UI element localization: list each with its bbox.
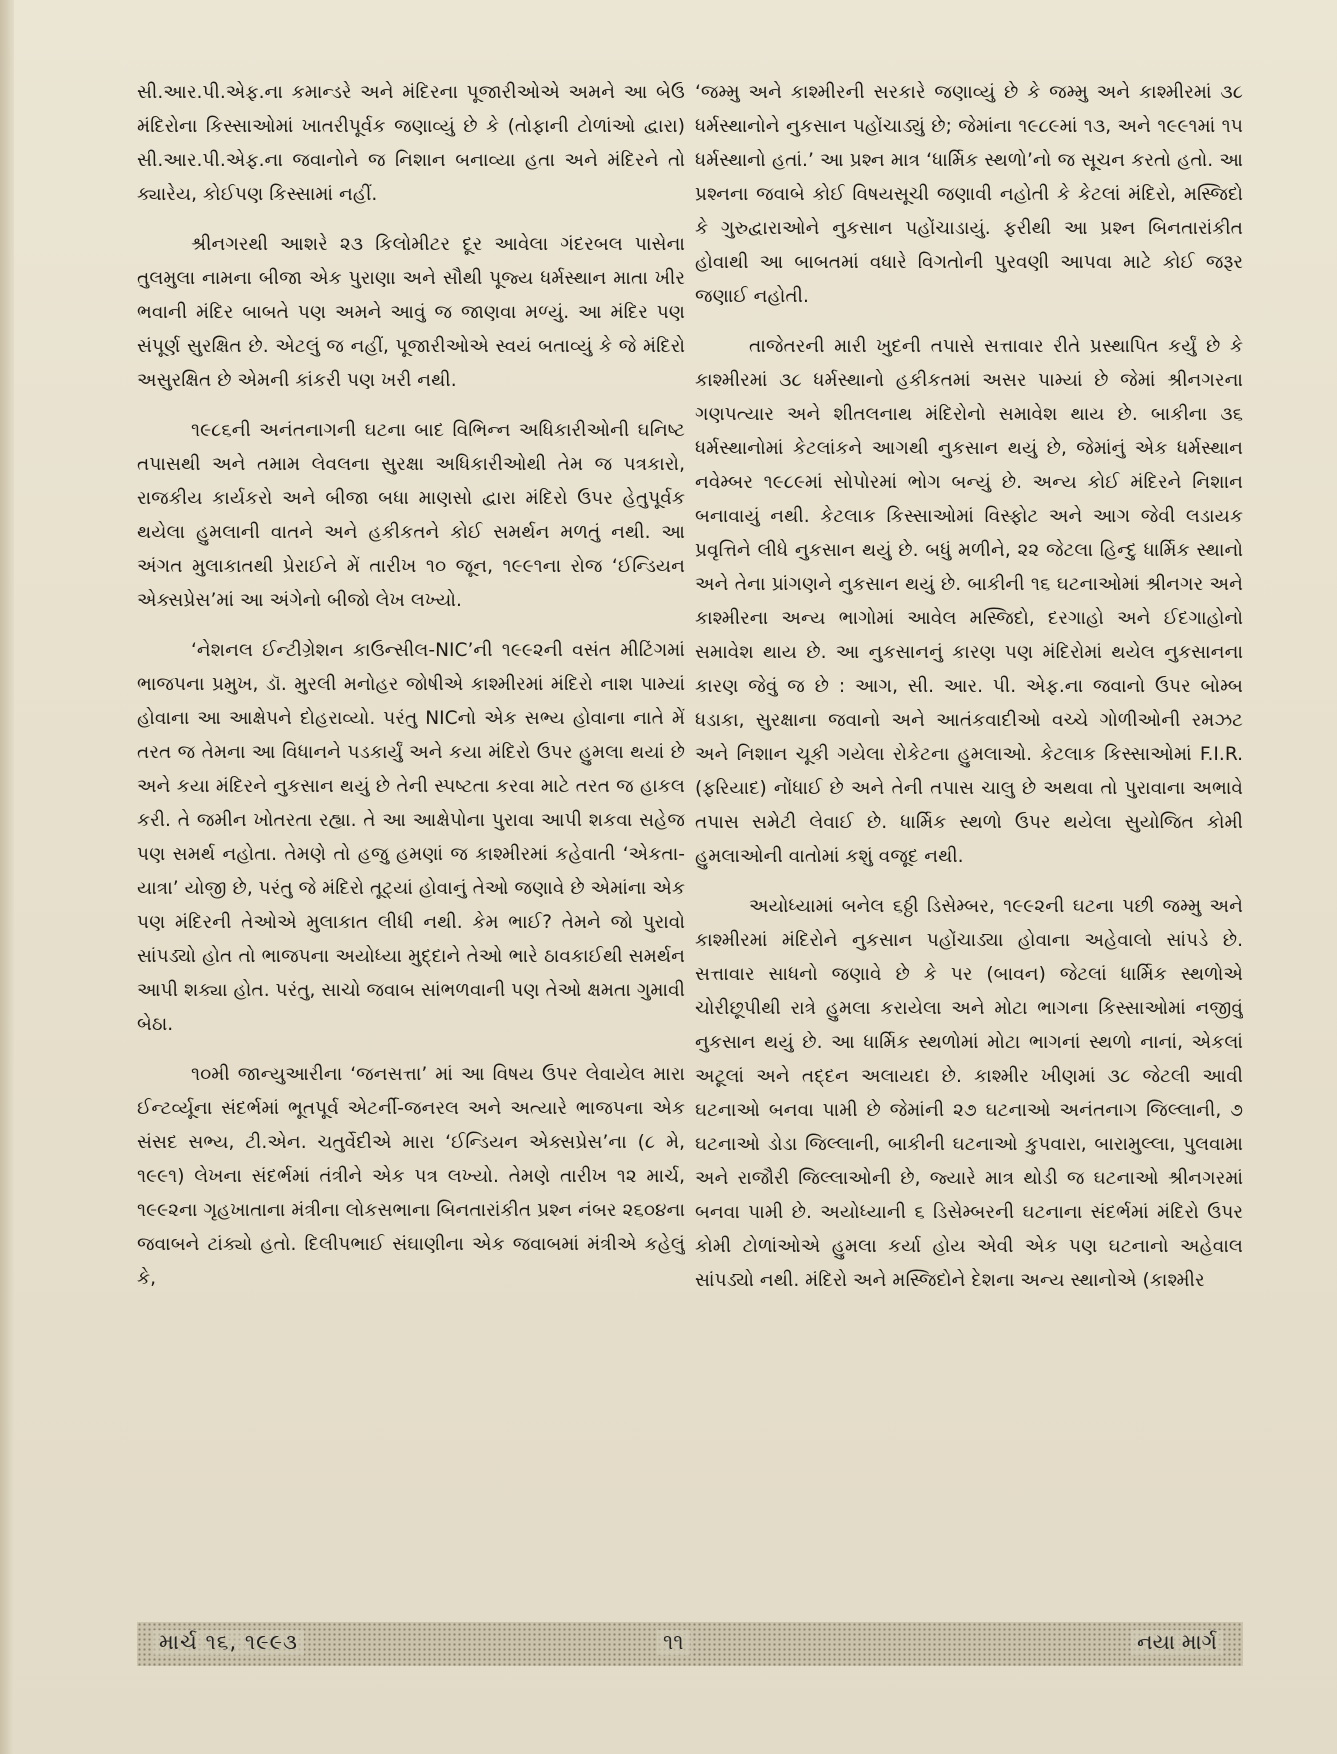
paragraph: સી.આર.પી.એફ.ના કમાન્ડરે અને મંદિરના પૂજારીઓએ અમને આ બેઉ મંદિરોના કિસ્સાઓમાં ખાતરીપૂર્વક જણાવ્યું છે કે (તોફાની ટોળાંઓ દ્વારા) સી.આર.પી.એફ.ના જવાનોને જ નિશાન બનાવ્યા હતા અને મંદિરને તો ક્યારેય, કોઈપણ કિસ્સામાં નહીં. [137,82,685,205]
paragraph: ૧૯૮૬ની અનંતનાગની ઘટના બાદ વિભિન્ન અધિકારીઓની ઘનિષ્ટ તપાસથી અને તમામ લેવલના સુરક્ષા અધિકારીઓથી તેમ જ પત્રકારો, રાજકીય કાર્યકરો અને બીજા બધા માણસો દ્વારા મંદિરો ઉપર હેતુપૂર્વક થયેલા હુમલાની વાતને અને હકીકતને કોઈ સમર્થન મળતું નથી. આ અંગત મુલાકાતથી પ્રેરાઈને મેં તારીખ ૧૦ જૂન, ૧૯૯૧ના રોજ ‘ઈન્ડિયન એક્સપ્રેસ’માં આ અંગેનો બીજો લેખ લખ્યો. [137,420,685,611]
paragraph: અયોધ્યામાં બનેલ ૬ઠ્ઠી ડિસેમ્બર, ૧૯૯૨ની ઘટના પછી જમ્મુ અને કાશ્મીરમાં મંદિરોને નુકસાન પહોંચાડ્યા હોવાના અહેવાલો સાંપડે છે. સત્તાવાર સાધનો જણાવે છે કે પર (બાવન) જેટલાં ધાર્મિક સ્થળોએ ચોરીછૂપીથી રાત્રે હુમલા કરાયેલા અને મોટા ભાગના કિસ્સાઓમાં નજીવું નુકસાન થયું છે. આ ધાર્મિક સ્થળોમાં મોટા ભાગનાં સ્થળો નાનાં, એકલાં અટૂલાં અને તદ્દન અલાયદા છે. કાશ્મીર ખીણમાં ૩૮ જેટલી આવી ઘટનાઓ બનવા પામી છે જેમાંની ૨૭ ઘટનાઓ અનંતનાગ જિલ્લાની, ૭ ઘટનાઓ ડોડા જિલ્લાની, બાકીની ઘટનાઓ કુપવારા, બારામુલ્લા, પુલવામા અને રાજૌરી જિલ્લાઓની છે, જ્યારે માત્ર થોડી જ ઘટનાઓ શ્રીનગરમાં બનવા પામી છે. અયોધ્યાની ૬ ડિસેમ્બરની ઘટનાના સંદર્ભમાં મંદિરો ઉપર કોમી ટોળાંઓએ હુમલા કર્યા હોય એવી એક પણ ઘટનાનો અહેવાલ સાંપડ્યો નથી. મંદિરો અને મસ્જિદોને દેશના અન્ય સ્થાનોએ (કાશ્મીર [695,896,1243,1291]
paragraph: ૧૦મી જાન્યુઆરીના ‘જનસત્તા’ માં આ વિષય ઉપર લેવાયેલ મારા ઈન્ટર્વ્યૂના સંદર્ભમાં ભૂતપૂર્વ એટર્ની-જનરલ અને અત્યારે ભાજપના એક સંસદ સભ્ય, ટી.એન. ચતુર્વેદીએ મારા ‘ઈન્ડિયન એક્સપ્રેસ’ના (૮ મે, ૧૯૯૧) લેખના સંદર્ભમાં તંત્રીને એક પત્ર લખ્યો. તેમણે તારીખ ૧૨ માર્ચ, ૧૯૯૨ના ગૃહખાતાના મંત્રીના લોકસભાના બિનતારાંકીત પ્રશ્ન નંબર ૨૬૦૪ના જવાબને ટાંક્યો હતો. દિલીપભાઈ સંઘાણીના એક જવાબમાં મંત્રીએ કહેલું કે, [137,1064,685,1289]
paragraph: ‘જમ્મુ અને કાશ્મીરની સરકારે જણાવ્યું છે કે જમ્મુ અને કાશ્મીરમાં ૩૮ ધર્મસ્થાનોને નુકસાન પહોંચાડ્યું છે; જેમાંના ૧૯૮૯માં ૧૩, અને ૧૯૯૧માં ૧૫ ધર્મસ્થાનો હતાં.’ આ પ્રશ્ન માત્ર ‘ધાર્મિક સ્થળો’નો જ સૂચન કરતો હતો. આ પ્રશ્નના જવાબે કોઈ વિષયસૂચી જણાવી નહોતી કે કેટલાં મંદિરો, મસ્જિદો કે ગુરુદ્વારાઓને નુકસાન પહોંચાડાયું. ફરીથી આ પ્રશ્ન બિનતારાંકીત હોવાથી આ બાબતમાં વધારે વિગતોની પુરવણી આપવા માટે કોઈ જરૂર જણાઈ નહોતી. [695,82,1243,307]
paragraph: ‘નેશનલ ઈન્ટીગ્રેશન કાઉન્સીલ-NIC’ની ૧૯૯૨ની વસંત મીટિંગમાં ભાજપના પ્રમુખ, ડૉ. મુરલી મનોહર જોષીએ કાશ્મીરમાં મંદિરો નાશ પામ્યાં હોવાના આ આક્ષેપને દોહરાવ્યો. પરંતુ NICનો એક સભ્ય હોવાના નાતે મેં તરત જ તેમના આ વિધાનને પડકાર્યું અને કયા મંદિરો ઉપર હુમલા થયાં છે અને કયા મંદિરને નુકસાન થયું છે તેની સ્પષ્ટતા કરવા માટે તરત જ હાકલ કરી. તે જમીન ખોતરતા રહ્યા. તે આ આક્ષેપોના પુરાવા આપી શકવા સહેજ પણ સમર્થ નહોતા. તેમણે તો હજુ હમણાં જ કાશ્મીરમાં કહેવાતી ‘એકતા-યાત્રા’ યોજી છે, પરંતુ જે મંદિરો તૂટ્યાં હોવાનું તેઓ જણાવે છે એમાંના એક પણ મંદિરની તેઓએ મુલાકાત લીધી નથી. કેમ ભાઈ? તેમને જો પુરાવો સાંપડ્યો હોત તો ભાજપના અયોધ્યા મુદ્દાને તેઓ ભારે ઠાવકાઈથી સમર્થન આપી શક્યા હોત. પરંતુ, સાચો જવાબ સાંભળવાની પણ તેઓ ક્ષમતા ગુમાવી બેઠા. [137,640,685,1035]
page-number: ૧૧ [657,1630,690,1655]
page-edge-shadow [0,0,14,1754]
left-column [137,76,685,1596]
publication-name: નયા માર્ગ [1131,1630,1223,1655]
page-footer [137,1622,1243,1666]
paragraph: શ્રીનગરથી આશરે ૨૩ કિલોમીટર દૂર આવેલા ગંદરબલ પાસેના તુલમુલા નામના બીજા એક પુરાણા અને સૌથી પૂજ્ય ધર્મસ્થાન માતા ખીર ભવાની મંદિર બાબતે પણ અમને આવું જ જાણવા મળ્યું. આ મંદિર પણ સંપૂર્ણ સુરક્ષિત છે. એટલું જ નહીં, પૂજારીઓએ સ્વયં બતાવ્યું કે જે મંદિરો અસુરક્ષિત છે એમની કાંકરી પણ ખરી નથી. [137,234,685,391]
right-column [695,76,1243,1596]
paragraph: તાજેતરની મારી ખુદની તપાસે સત્તાવાર રીતે પ્રસ્થાપિત કર્યું છે કે કાશ્મીરમાં ૩૮ ધર્મસ્થાનો હકીકતમાં અસર પામ્યાં છે જેમાં શ્રીનગરના ગણપત્યાર અને શીતલનાથ મંદિરોનો સમાવેશ થાય છે. બાકીના ૩૬ ધર્મસ્થાનોમાં કેટલાંકને આગથી નુકસાન થયું છે, જેમાંનું એક ધર્મસ્થાન નવેમ્બર ૧૯૮૯માં સોપોરમાં ભોગ બન્યું છે. અન્ય કોઈ મંદિરને નિશાન બનાવાયું નથી. કેટલાક કિસ્સાઓમાં વિસ્ફોટ અને આગ જેવી લડાયક પ્રવૃત્તિને લીધે નુકસાન થયું છે. બધું મળીને, ૨૨ જેટલા હિન્દુ ધાર્મિક સ્થાનો અને તેના પ્રાંગણને નુકસાન થયું છે. બાકીની ૧૬ ઘટનાઓમાં શ્રીનગર અને કાશ્મીરના અન્ય ભાગોમાં આવેલ મસ્જિદો, દરગાહો અને ઈદગાહોનો સમાવેશ થાય છે. આ નુકસાનનું કારણ પણ મંદિરોમાં થયેલ નુકસાનના કારણ જેવું જ છે : આગ, સી. આર. પી. એફ.ના જવાનો ઉપર બોમ્બ ધડાકા, સુરક્ષાના જવાનો અને આતંકવાદીઓ વચ્ચે ગોળીઓની રમઝટ અને નિશાન ચૂકી ગયેલા રોકેટના હુમલાઓ. કેટલાક કિસ્સાઓમાં F.I.R. (ફરિયાદ) નોંધાઈ છે અને તેની તપાસ ચાલુ છે અથવા તો પુરાવાના અભાવે તપાસ સમેટી લેવાઈ છે. ધાર્મિક સ્થળો ઉપર થયેલા સુયોજિત કોમી હુમલાઓની વાતોમાં કશું વજૂદ નથી. [695,336,1243,867]
issue-date: માર્ચ ૧૬, ૧૯૯૩ [153,1630,304,1655]
